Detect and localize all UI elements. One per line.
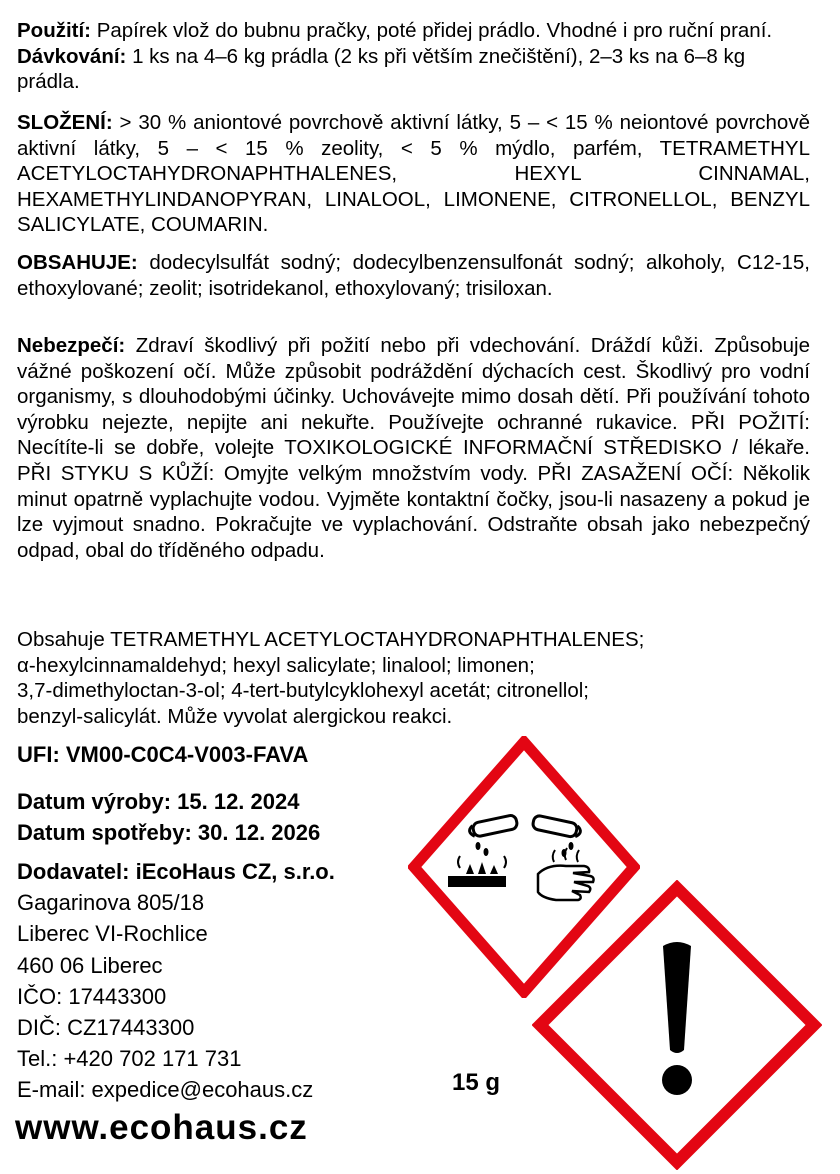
website-url: www.ecohaus.cz — [15, 1108, 308, 1147]
supplier-dic: DIČ: CZ17443300 — [17, 1015, 195, 1041]
composition-label: SLOŽENÍ: — [17, 111, 113, 134]
supplier-section — [17, 856, 335, 1106]
exclamation-pictogram — [532, 880, 822, 1170]
composition-text: > 30 % aniontové povrchově aktivní látky, 5 – < 15 % neiontové povrchově aktivní látky, 5 – < 15 % zeolity, < 5 % mýdlo, parfém, TETRAMETHYL ACETYLOCTAHYDRONAPHTHALENES, HEXYL CINNAMAL, HEXAMETHYLINDANOPYRAN, LINALOOL, LIMONENE, CITRONELLOL, BENZYL SALICYLATE, COUMARIN. — [17, 111, 810, 237]
dates-section — [17, 786, 320, 848]
usage-text: Papírek vlož do bubnu pračky, poté přidej prádlo. Vhodné i pro ruční praní. — [91, 19, 773, 42]
usage-label: Použití: — [17, 19, 92, 42]
supplier-ico: IČO: 17443300 — [17, 983, 167, 1009]
net-weight: 15 g — [452, 1069, 501, 1096]
allergens-line: Obsahuje TETRAMETHYL ACETYLOCTAHYDRONAPHTHALENES; — [17, 628, 645, 651]
supplier-address-city: 460 06 Liberec — [17, 952, 163, 978]
hazard-section — [17, 333, 810, 563]
contains-section — [17, 250, 810, 301]
allergens-line: benzyl-salicylát. Může vyvolat alergickou reakci. — [17, 704, 453, 728]
production-date: Datum výroby: 15. 12. 2024 — [17, 789, 300, 814]
supplier-email: E-mail: expedice@ecohaus.cz — [17, 1077, 314, 1103]
dosage-label: Dávkování: — [17, 44, 127, 68]
dosage-text: 1 ks na 4–6 kg prádla (2 ks při větším znečištění), 2–3 ks na 6–8 kg prádla. — [17, 44, 746, 94]
hazard-label: Nebezpečí: — [17, 334, 126, 357]
contains-text: dodecylsulfát sodný; dodecylbenzensulfonát sodný; alkoholy, C12-15, ethoxylované; zeolit; isotridekanol, ethoxylovaný; trisiloxan. — [17, 251, 810, 300]
supplier-phone: Tel.: +420 702 171 731 — [17, 1046, 242, 1072]
allergens-line: α-hexylcinnamaldehyd; hexyl salicylate; linalool; limonen; — [17, 653, 535, 677]
supplier-address-street: Gagarinova 805/18 — [17, 890, 205, 916]
composition-section — [17, 110, 810, 238]
allergens-line: 3,7-dimethyloctan-3-ol; 4-tert-butylcyklohexyl acetát; citronellol; — [17, 679, 589, 703]
expiry-date: Datum spotřeby: 30. 12. 2026 — [17, 820, 321, 845]
hazard-text: Zdraví škodlivý při požití nebo při vdechování. Dráždí kůži. Způsobuje vážné poškození očí. Může způsobit podráždění dýchacích cest. Škodlivý pro vodní organismy, s dlouhodobými účinky. Uchovávejte mimo dosah dětí. Při používání tohoto výrobku nejezte, nepijte ani nekuřte. Používejte ochranné rukavice. PŘI POŽITÍ: Necítíte-li se dobře, volejte TOXIKOLOGICKÉ INFORMAČNÍ STŘEDISKO / lékaře. PŘI STYKU S KŮŽÍ: Omyjte velkým množstvím vody. PŘI ZASAŽENÍ OČÍ: Několik minut opatrně vyplachujte vodou. Vyjměte kontaktní čočky, jsou-li nasazeny a pokud je lze vyjmout snadno. Pokračujte ve vyplachování. Odstraňte obsah jako nebezpečný odpad, obal do tříděného odpadu. — [17, 334, 810, 562]
supplier-address-district: Liberec VI-Rochlice — [17, 921, 208, 947]
allergens-section — [17, 627, 810, 729]
supplier-title: Dodavatel: iEcoHaus CZ, s.r.o. — [17, 859, 335, 884]
contains-label: OBSAHUJE: — [17, 251, 138, 274]
usage-section — [17, 18, 810, 95]
ufi-code: UFI: VM00-C0C4-V003-FAVA — [17, 742, 309, 767]
